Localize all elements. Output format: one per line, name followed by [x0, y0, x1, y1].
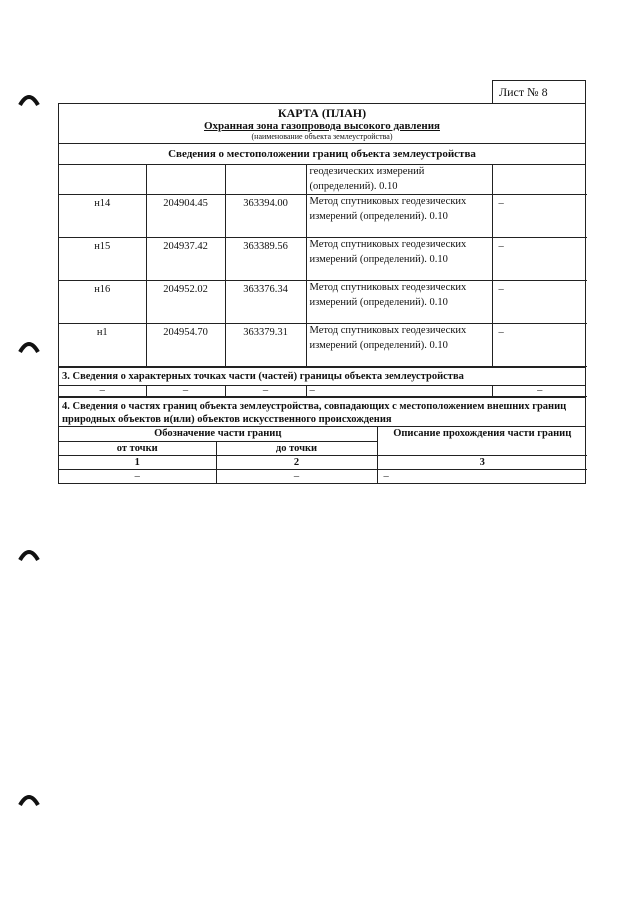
y-cell: 363376.34 [225, 281, 306, 324]
x-cell: 204937.42 [146, 238, 225, 281]
point-cell [59, 165, 146, 195]
y-cell: 363394.00 [225, 195, 306, 238]
point-cell: н16 [59, 281, 146, 324]
method-cell: геодезических измерений (определений). 0.10 [306, 165, 492, 195]
section-title-location: Сведения о местоположении границ объекта землеустройства [59, 144, 585, 165]
method-cell: Метод спутниковых геодезических измерений (определений). 0.10 [306, 238, 492, 281]
coordinates-table [59, 165, 587, 367]
x-cell: 204952.02 [146, 281, 225, 324]
section3-title: 3. Сведения о характерных точках части (частей) границы объекта землеустройства [59, 367, 585, 386]
section4-title: 4. Сведения о частях границ объекта землеустройства, совпадающих с местоположением внешних границ природных объектов и(или) объектов искусственного происхождения [59, 397, 585, 427]
description-cell: – [492, 195, 587, 238]
table-row [59, 195, 587, 238]
form-title: КАРТА (ПЛАН) [277, 106, 367, 120]
table-cell: – [225, 386, 306, 397]
table-row [59, 427, 587, 441]
part-header: Обозначение части границ [59, 427, 377, 441]
table-row [59, 386, 587, 397]
column-number: 1 [59, 455, 216, 469]
object-name: Охранная зона газопровода высокого давления [203, 120, 440, 132]
column-number: 3 [377, 455, 587, 469]
object-caption: (наименование объекта землеустройства) [251, 132, 393, 141]
column-number: 2 [216, 455, 377, 469]
punch-mark-icon [18, 93, 40, 107]
boundary-parts-table [59, 427, 587, 483]
x-cell: 204954.70 [146, 324, 225, 367]
table-row [59, 324, 587, 367]
point-cell: н15 [59, 238, 146, 281]
point-cell: н1 [59, 324, 146, 367]
characteristic-points-table [59, 386, 587, 397]
description-cell: – [492, 281, 587, 324]
description-cell: – [492, 238, 587, 281]
y-cell [225, 165, 306, 195]
punch-mark-icon [18, 793, 40, 807]
table-cell: – [59, 469, 216, 483]
table-cell: – [146, 386, 225, 397]
map-plan-form [58, 103, 586, 484]
table-row [59, 165, 587, 195]
table-cell: – [306, 386, 492, 397]
table-row [59, 238, 587, 281]
x-cell [146, 165, 225, 195]
table-cell: – [492, 386, 587, 397]
table-row [59, 469, 587, 483]
table-cell: – [59, 386, 146, 397]
sheet-number: Лист № 8 [492, 80, 586, 103]
method-cell: Метод спутниковых геодезических измерений (определений). 0.10 [306, 195, 492, 238]
table-row [59, 455, 587, 469]
x-cell: 204904.45 [146, 195, 225, 238]
from-point-header: от точки [59, 441, 216, 455]
description-cell [492, 165, 587, 195]
point-cell: н14 [59, 195, 146, 238]
y-cell: 363389.56 [225, 238, 306, 281]
method-cell: Метод спутниковых геодезических измерений (определений). 0.10 [306, 324, 492, 367]
table-cell: – [216, 469, 377, 483]
description-header: Описание прохождения части границ [377, 427, 587, 455]
method-cell: Метод спутниковых геодезических измерений (определений). 0.10 [306, 281, 492, 324]
to-point-header: до точки [216, 441, 377, 455]
description-cell: – [492, 324, 587, 367]
y-cell: 363379.31 [225, 324, 306, 367]
title-block [59, 104, 585, 144]
table-cell: – [377, 469, 587, 483]
table-row [59, 281, 587, 324]
punch-mark-icon [18, 340, 40, 354]
punch-mark-icon [18, 548, 40, 562]
